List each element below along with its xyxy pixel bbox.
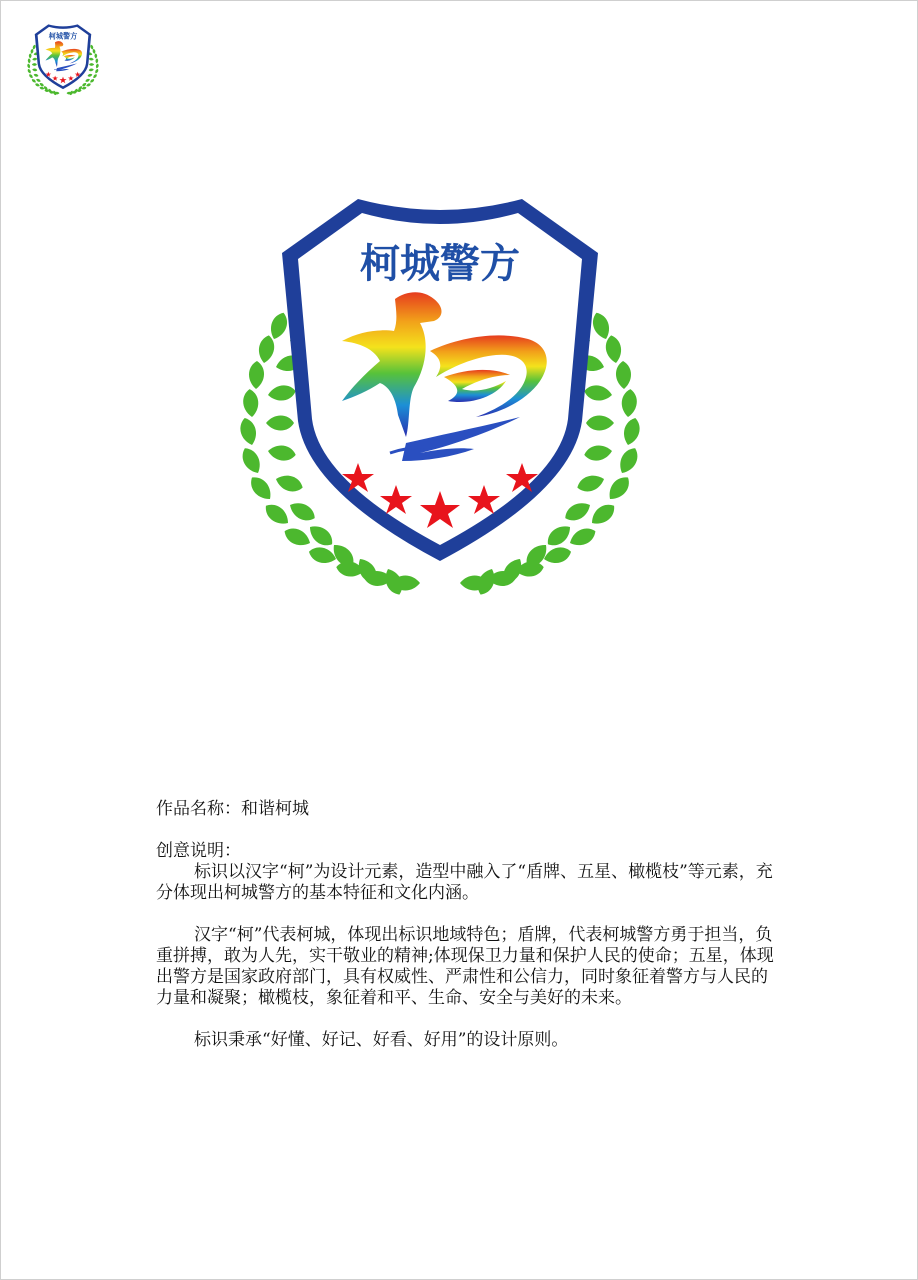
- work-name-value: 和谐柯城: [241, 799, 309, 819]
- paragraph-1: 标识以汉字“柯”为设计元素，造型中融入了“盾牌、五星、橄榄枝”等元素，充分体现出柯城警方的基本特征和文化内涵。: [156, 862, 773, 903]
- creative-label: 创意说明：: [156, 841, 241, 861]
- paragraph-2: 汉字“柯”代表柯城，体现出标识地域特色；盾牌，代表柯城警方勇于担当，负重拼搏，敢为人先，实干敬业的精神;体现保卫力量和保护人民的使命；五星，体现出警方是国家政府部门，具有权威性、严肃性和公信力，同时象征着警方与人民的力量和凝聚；橄榄枝，象征着和平、生命、安全与美好的未来。: [156, 925, 774, 1008]
- description-block: [156, 799, 776, 1051]
- work-name-label: 作品名称：: [156, 799, 241, 819]
- small-logo-icon: [25, 23, 101, 99]
- main-logo: [230, 191, 650, 616]
- work-name-line: [156, 799, 776, 820]
- paragraph-3: 标识秉承“好懂、好记、好看、好用”的设计原则。: [194, 1030, 569, 1050]
